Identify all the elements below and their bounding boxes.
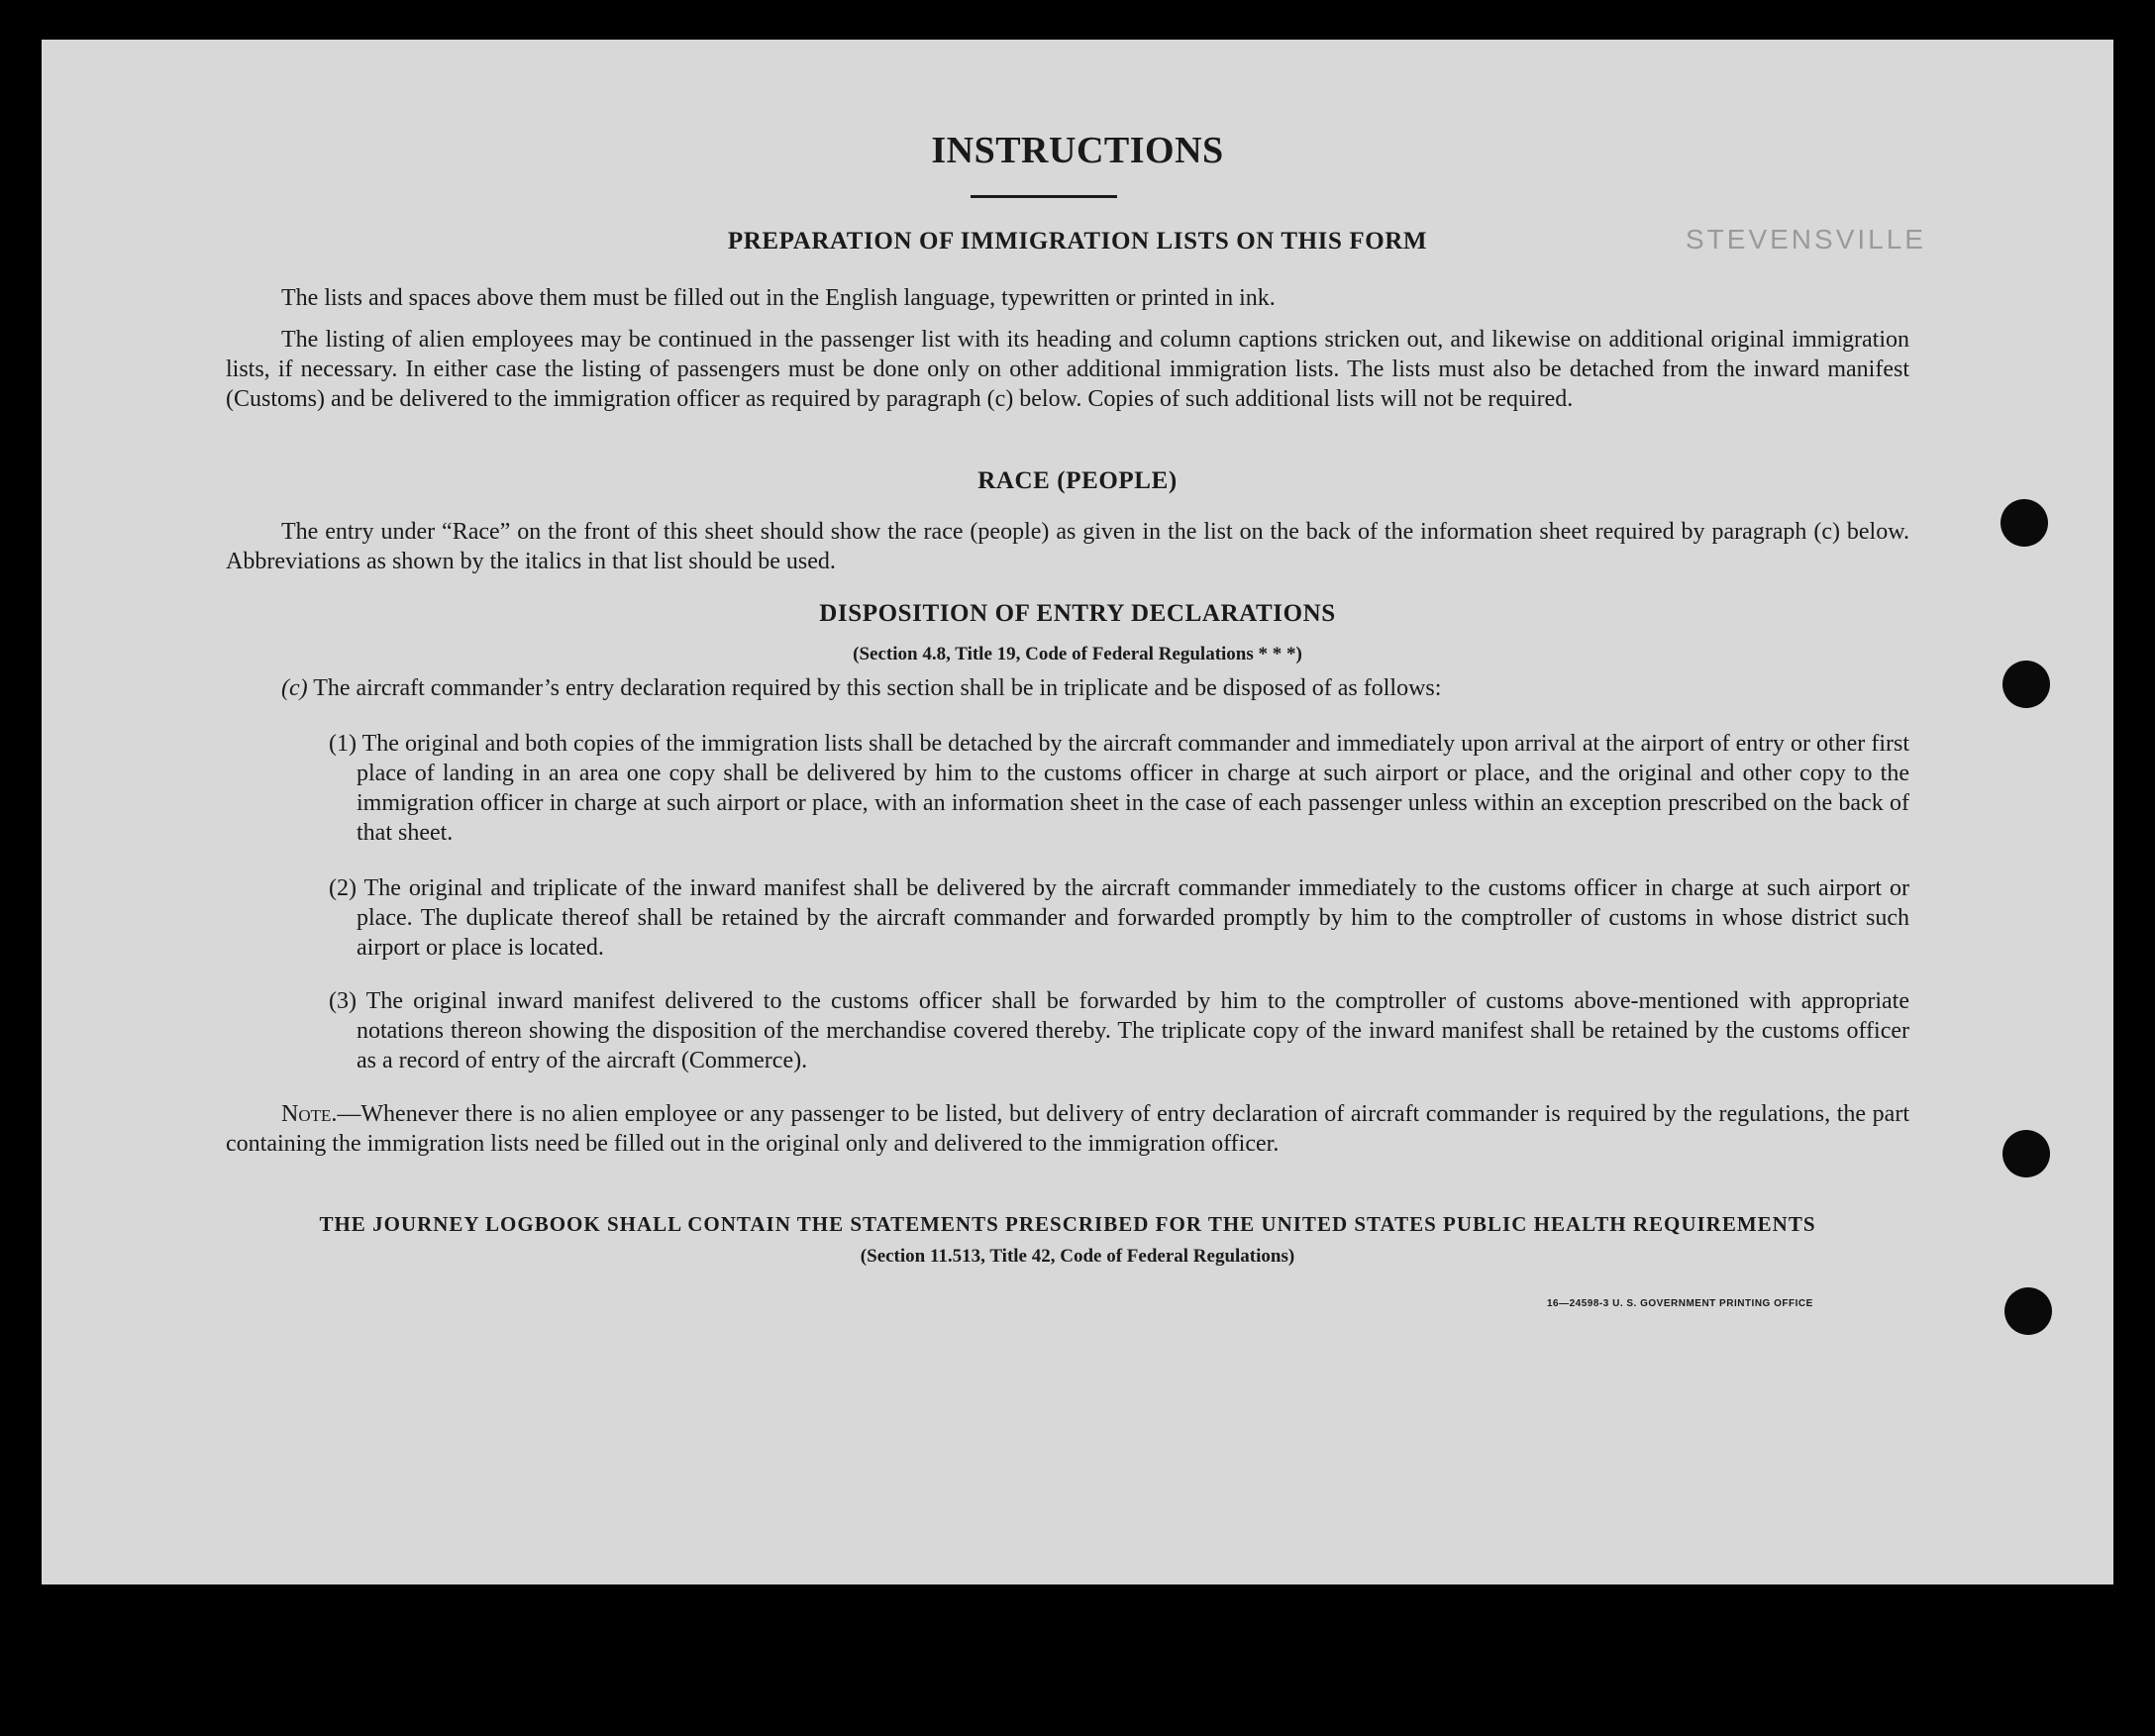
race-paragraph: The entry under “Race” on the front of this sheet should show the race (people) as given in the list on the back of the information sheet required by paragraph (c) below. Abbreviations as shown by the italics in that list should be used. [226,519,1909,574]
faint-stamp: STEVENSVILLE [1686,224,1926,255]
item-text: The original and both copies of the immigration lists shall be detached by the aircraft commander and immediately upon arrival at the airport of entry or other first place of landing in an area one copy shall be delivered by him to the customs officer in charge at such airport or place, and the original and other copy to the immigration officer in charge at such airport or place, with an information sheet in the case of each passenger unless within an exception prescribed on the back of that sheet. [357,731,1909,846]
preparation-heading: PREPARATION OF IMMIGRATION LISTS ON THIS FORM [727,228,1428,255]
punch-hole [2004,1287,2052,1335]
preparation-paragraph-1: The lists and spaces above them must be filled out in the English language, typewritten or printed in ink. [281,285,1276,311]
punch-hole [2002,1130,2050,1177]
disposition-citation: (Section 4.8, Title 19, Code of Federal Regulations * * *) [853,644,1302,664]
punch-hole [2002,661,2050,708]
title-underline [971,195,1117,198]
punch-hole [2001,499,2048,547]
item-number: (2) [329,875,357,901]
disposition-item-1 [329,729,1909,848]
paragraph-c [226,673,1909,703]
item-number: (1) [329,731,357,757]
note-text: —Whenever there is no alien employee or any passenger to be listed, but delivery of entry declaration of aircraft commander is required by the regulations, the part containing the immigration lists need be filled out in the original only and delivered to the immigration officer. [226,1101,1909,1157]
health-citation: (Section 11.513, Title 42, Code of Federal Regulations) [860,1246,1295,1267]
preparation-paragraph-2: The listing of alien employees may be continued in the passenger list with its heading and column captions stricken out, and likewise on additional original immigration lists, if necessary. In either case the listing of passengers must be done only on other additional immigration lists. The lists must also be detached from the inward manifest (Customs) and be delivered to the immigration officer as required by paragraph (c) below. Copies of such additional lists will not be required. [226,327,1909,412]
form-sheet [42,40,2113,1584]
race-heading: RACE (PEOPLE) [977,467,1178,494]
disposition-item-3 [329,986,1909,1075]
item-text: The original and triplicate of the inward manifest shall be delivered by the aircraft commander immediately to the customs officer in charge at such airport or place. The duplicate thereof shall be retained by the aircraft commander and forwarded promptly by him to the comptroller of customs in whose district such airport or place is located. [357,875,1909,961]
paragraph-c-text: The aircraft commander’s entry declaration required by this section shall be in triplicate and be disposed of as follows: [313,675,1442,701]
note-label: Note. [281,1101,338,1127]
disposition-item-2 [329,873,1909,963]
page-title: INSTRUCTIONS [931,130,1224,171]
health-heading: THE JOURNEY LOGBOOK SHALL CONTAIN THE STATEMENTS PRESCRIBED FOR THE UNITED STATES PUBLIC HEALTH REQUIREMENTS [319,1212,1816,1236]
item-text: The original inward manifest delivered to the customs officer shall be forwarded by him to the comptroller of customs above-mentioned with appropriate notations thereon showing the disposition of the merchandise covered thereby. The triplicate copy of the inward manifest shall be retained by the customs officer as a record of entry of the aircraft (Commerce). [357,988,1909,1073]
printer-mark: 16—24598-3 U. S. GOVERNMENT PRINTING OFFICE [1547,1298,1813,1309]
item-number: (3) [329,988,357,1014]
disposition-heading: DISPOSITION OF ENTRY DECLARATIONS [819,600,1336,627]
paragraph-c-marker: (c) [281,675,308,701]
note-paragraph [226,1099,1909,1159]
